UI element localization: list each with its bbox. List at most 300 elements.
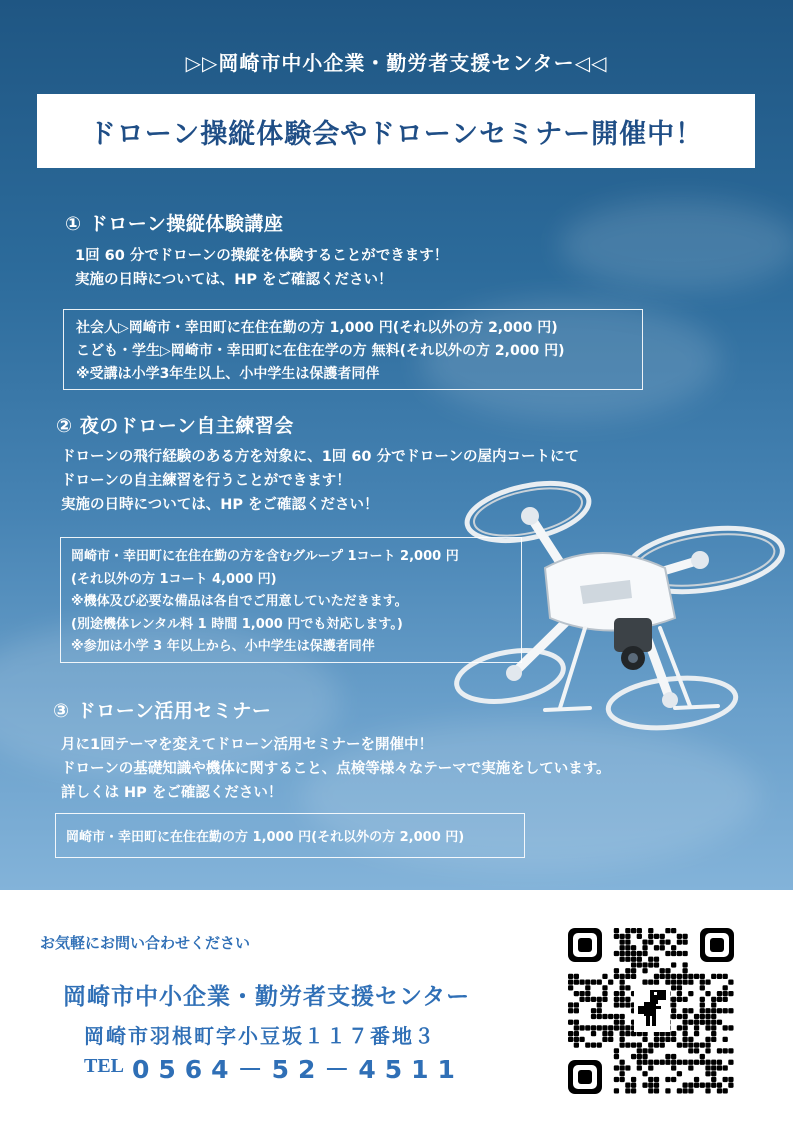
note-line: (別途機体レンタル料 1 時間 1,000 円でも対応します。) <box>71 616 403 632</box>
qr-module <box>705 1071 710 1076</box>
qr-module <box>660 945 665 950</box>
qr-module <box>614 1020 619 1025</box>
qr-module <box>717 1048 722 1053</box>
qr-module <box>677 939 682 944</box>
qr-module <box>625 957 630 962</box>
qr-module <box>677 1060 682 1065</box>
qr-module <box>602 1031 607 1036</box>
qr-module <box>642 1048 647 1053</box>
price-line: 岡崎市・幸田町に在住在勤の方 1,000 円(それ以外の方 2,000 円) <box>66 830 465 845</box>
qr-module <box>585 991 590 996</box>
qr-module <box>682 1083 687 1088</box>
qr-module <box>637 1065 642 1070</box>
qr-module <box>614 1088 619 1093</box>
qr-module <box>620 985 625 990</box>
qr-module <box>602 1014 607 1019</box>
price-line: こども・学生▷岡崎市・幸田町に在住在学の方 無料(それ以外の方 2,000 円) <box>76 343 565 359</box>
qr-module <box>620 1077 625 1082</box>
qr-module <box>568 980 573 985</box>
price-line: 岡崎市・幸田町に在住在勤の方を含むグループ 1コート 2,000 円 <box>71 549 459 564</box>
qr-finder-bottom-left <box>568 1060 602 1094</box>
qr-module <box>700 1014 705 1019</box>
qr-module <box>705 1008 710 1013</box>
qr-module <box>700 1020 705 1025</box>
qr-module <box>620 1037 625 1042</box>
qr-module <box>654 1042 659 1047</box>
qr-module <box>620 1060 625 1065</box>
qr-module <box>728 1025 733 1030</box>
qr-module <box>660 968 665 973</box>
qr-module <box>597 1002 602 1007</box>
phone-number[interactable]: 0564－52－4511 <box>132 1055 464 1084</box>
qr-module <box>637 1060 642 1065</box>
qr-module <box>671 1037 676 1042</box>
qr-module <box>648 962 653 967</box>
price-line: (それ以外の方 1コート 4,000 円) <box>71 571 277 587</box>
qr-module <box>625 1002 630 1007</box>
description-line: 1回 60 分でドローンの操縦を体験することができます！ <box>75 248 449 264</box>
qr-module <box>682 980 687 985</box>
qr-module <box>688 1083 693 1088</box>
qr-module <box>591 1042 596 1047</box>
qr-module <box>648 928 653 933</box>
qr-module <box>597 997 602 1002</box>
qr-module <box>648 1060 653 1065</box>
qr-module <box>614 968 619 973</box>
qr-module <box>591 1014 596 1019</box>
qr-module <box>711 1014 716 1019</box>
qr-module <box>648 934 653 939</box>
qr-module <box>602 974 607 979</box>
qr-module <box>682 1020 687 1025</box>
qr-module <box>688 1020 693 1025</box>
qr-module <box>620 1071 625 1076</box>
qr-module <box>728 1008 733 1013</box>
qr-module <box>682 951 687 956</box>
qr-module <box>625 1065 630 1070</box>
qr-module <box>705 1042 710 1047</box>
qr-module <box>700 1060 705 1065</box>
qr-module <box>620 951 625 956</box>
qr-module <box>608 1025 613 1030</box>
qr-module <box>723 1025 728 1030</box>
qr-module <box>694 1031 699 1036</box>
qr-module <box>637 1048 642 1053</box>
qr-module <box>728 991 733 996</box>
qr-module <box>711 1060 716 1065</box>
qr-module <box>642 939 647 944</box>
qr-module <box>631 928 636 933</box>
qr-module <box>728 1077 733 1082</box>
qr-module <box>602 1025 607 1030</box>
qr-module <box>665 951 670 956</box>
qr-module <box>625 997 630 1002</box>
qr-module <box>694 1042 699 1047</box>
qr-module <box>665 1060 670 1065</box>
qr-module <box>625 1042 630 1047</box>
qr-module <box>700 974 705 979</box>
qr-module <box>602 1037 607 1042</box>
qr-module <box>614 991 619 996</box>
qr-module <box>671 951 676 956</box>
qr-module <box>694 1020 699 1025</box>
qr-module <box>654 1060 659 1065</box>
qr-module <box>671 962 676 967</box>
qr-module <box>597 1008 602 1013</box>
qr-module <box>723 1048 728 1053</box>
qr-module <box>631 1054 636 1059</box>
qr-module <box>728 1083 733 1088</box>
qr-module <box>642 1037 647 1042</box>
flyer-title: ドローン操縦体験会やドローンセミナー開催中！ <box>88 118 704 150</box>
qr-module <box>682 1042 687 1047</box>
qr-module <box>597 1014 602 1019</box>
qr-module <box>614 951 619 956</box>
qr-module <box>597 1025 602 1030</box>
qr-module <box>682 968 687 973</box>
qr-module <box>620 934 625 939</box>
qr-module <box>660 1037 665 1042</box>
qr-module <box>671 1065 676 1070</box>
qr-module <box>705 1088 710 1093</box>
qr-module <box>682 934 687 939</box>
qr-module <box>631 1042 636 1047</box>
qr-module <box>717 1083 722 1088</box>
qr-module <box>682 1025 687 1030</box>
qr-module <box>574 1037 579 1042</box>
qr-module <box>677 1014 682 1019</box>
qr-module <box>688 1042 693 1047</box>
qr-module <box>694 1014 699 1019</box>
qr-module <box>717 1060 722 1065</box>
qr-module <box>671 1060 676 1065</box>
qr-module <box>723 974 728 979</box>
description-line: 実施の日時については、HP をご確認ください！ <box>75 272 393 288</box>
qr-module <box>723 1008 728 1013</box>
qr-module <box>642 951 647 956</box>
qr-module <box>637 934 642 939</box>
section-1-description <box>75 244 448 292</box>
qr-module <box>671 1008 676 1013</box>
qr-module <box>723 1077 728 1082</box>
price-line: 社会人▷岡崎市・幸田町に在住在勤の方 1,000 円(それ以外の方 2,000 円) <box>76 320 558 336</box>
qr-module <box>642 962 647 967</box>
qr-module <box>602 985 607 990</box>
qr-module <box>620 1014 625 1019</box>
qr-module <box>614 1048 619 1053</box>
qr-module <box>711 1008 716 1013</box>
qr-module <box>625 945 630 950</box>
qr-module <box>620 945 625 950</box>
qr-module <box>705 1065 710 1070</box>
qr-module <box>671 1054 676 1059</box>
qr-module <box>620 1020 625 1025</box>
qr-module <box>620 980 625 985</box>
qr-module <box>642 945 647 950</box>
qr-module <box>671 985 676 990</box>
qr-module <box>579 997 584 1002</box>
qr-module <box>625 934 630 939</box>
qr-module <box>671 980 676 985</box>
qr-module <box>665 980 670 985</box>
qr-module <box>711 974 716 979</box>
qr-module <box>688 1088 693 1093</box>
note-line: ※機体及び必要な備品は各自でご用意していただきます。 <box>71 594 408 609</box>
qr-module <box>694 1060 699 1065</box>
qr-module <box>625 985 630 990</box>
qr-module <box>723 1065 728 1070</box>
description-line: ドローンの自主練習を行うことができます！ <box>61 473 351 489</box>
qr-module <box>671 945 676 950</box>
qr-module <box>614 1025 619 1030</box>
qr-finder-top-right <box>700 928 734 962</box>
qr-module <box>660 974 665 979</box>
organizer-heading: ▷▷岡崎市中小企業・勤労者支援センター◁◁ <box>185 51 608 75</box>
qr-module <box>574 991 579 996</box>
address: 岡崎市羽根町字小豆坂１１７番地３ <box>84 1024 436 1048</box>
qr-module <box>625 974 630 979</box>
qr-module <box>700 997 705 1002</box>
qr-module <box>677 985 682 990</box>
qr-module <box>574 1020 579 1025</box>
qr-module <box>654 934 659 939</box>
qr-module <box>637 928 642 933</box>
qr-module <box>654 1037 659 1042</box>
qr-code[interactable] <box>566 926 736 1096</box>
qr-module <box>620 991 625 996</box>
qr-module <box>591 1008 596 1013</box>
qr-module <box>723 991 728 996</box>
qr-module <box>665 928 670 933</box>
qr-module <box>723 1088 728 1093</box>
qr-module <box>654 1083 659 1088</box>
qr-module <box>574 1031 579 1036</box>
qr-finder-top-left <box>568 928 602 962</box>
qr-module <box>574 974 579 979</box>
qr-module <box>568 1031 573 1036</box>
qr-module <box>671 1077 676 1082</box>
qr-module <box>631 951 636 956</box>
qr-module <box>711 1025 716 1030</box>
qr-module <box>637 1054 642 1059</box>
qr-module <box>682 1014 687 1019</box>
qr-module <box>648 1042 653 1047</box>
qr-module <box>620 1031 625 1036</box>
qr-module <box>694 974 699 979</box>
qr-module <box>654 1088 659 1093</box>
qr-module <box>591 1031 596 1036</box>
qr-module <box>717 974 722 979</box>
qr-module <box>608 1014 613 1019</box>
qr-module <box>568 985 573 990</box>
qr-module <box>654 945 659 950</box>
inquiry-text: お気軽にお問い合わせください <box>40 934 251 952</box>
qr-module <box>625 928 630 933</box>
qr-module <box>705 980 710 985</box>
qr-module <box>654 962 659 967</box>
qr-module <box>677 980 682 985</box>
qr-module <box>723 1037 728 1042</box>
cloud <box>560 200 793 290</box>
qr-module <box>688 1008 693 1013</box>
qr-module <box>665 1088 670 1093</box>
qr-module <box>705 1020 710 1025</box>
qr-module <box>717 1020 722 1025</box>
qr-module <box>688 1065 693 1070</box>
qr-module <box>642 1060 647 1065</box>
qr-module <box>671 1002 676 1007</box>
qr-module <box>591 980 596 985</box>
qr-module <box>717 1008 722 1013</box>
qr-module <box>677 1025 682 1030</box>
qr-module <box>677 1071 682 1076</box>
qr-module <box>711 1037 716 1042</box>
qr-module <box>677 1088 682 1093</box>
section-3-description <box>61 733 611 805</box>
qr-module <box>665 968 670 973</box>
qr-module <box>705 1060 710 1065</box>
qr-module <box>625 1083 630 1088</box>
qr-module <box>694 1083 699 1088</box>
qr-module <box>654 974 659 979</box>
qr-module <box>637 951 642 956</box>
qr-module <box>665 1077 670 1082</box>
qr-module <box>705 1048 710 1053</box>
qr-module <box>620 957 625 962</box>
qr-module <box>705 1014 710 1019</box>
description-line: 月に1回テーマを変えてドローン活用セミナーを開催中！ <box>61 737 434 753</box>
section-2-heading: ② 夜のドローン自主練習会 <box>56 415 294 437</box>
qr-module <box>631 1077 636 1082</box>
qr-module <box>677 934 682 939</box>
qr-module <box>671 997 676 1002</box>
qr-module <box>682 974 687 979</box>
qr-module <box>620 1025 625 1030</box>
qr-module <box>660 1042 665 1047</box>
qr-module <box>717 997 722 1002</box>
qr-module <box>682 1060 687 1065</box>
qr-module <box>568 1002 573 1007</box>
description-line: ドローンの基礎知識や機体に関すること、点検等様々なテーマで実施をしています。 <box>61 761 611 777</box>
qr-module <box>682 1037 687 1042</box>
qr-module <box>625 1088 630 1093</box>
qr-module <box>631 1088 636 1093</box>
qr-module <box>591 997 596 1002</box>
qr-module <box>728 980 733 985</box>
qr-module <box>728 1060 733 1065</box>
qr-module <box>677 1042 682 1047</box>
qr-module <box>665 974 670 979</box>
qr-module <box>700 980 705 985</box>
qr-module <box>637 957 642 962</box>
qr-module <box>711 1002 716 1007</box>
qr-module <box>568 1008 573 1013</box>
qr-module <box>705 1025 710 1030</box>
qr-module <box>682 1088 687 1093</box>
qr-module <box>677 951 682 956</box>
qr-module <box>700 1008 705 1013</box>
qr-module <box>711 1083 716 1088</box>
qr-module <box>614 974 619 979</box>
qr-module <box>614 997 619 1002</box>
qr-module <box>648 939 653 944</box>
qr-module <box>682 997 687 1002</box>
qr-module <box>688 991 693 996</box>
qr-module <box>579 1025 584 1030</box>
qr-module <box>654 957 659 962</box>
qr-module <box>648 1088 653 1093</box>
section-3-price-box <box>55 813 525 858</box>
qr-module <box>665 1054 670 1059</box>
qr-module <box>625 951 630 956</box>
qr-module <box>717 991 722 996</box>
note-line: ※受講は小学3年生以上、小中学生は保護者同伴 <box>76 366 380 382</box>
qr-module <box>682 1031 687 1036</box>
qr-module <box>671 928 676 933</box>
qr-module <box>642 968 647 973</box>
qr-module <box>614 928 619 933</box>
qr-module <box>620 974 625 979</box>
qr-module <box>694 1025 699 1030</box>
qr-module <box>625 1031 630 1036</box>
qr-module <box>677 997 682 1002</box>
qr-module <box>711 1077 716 1082</box>
qr-module <box>614 1002 619 1007</box>
qr-module <box>620 1042 625 1047</box>
qr-module <box>671 1031 676 1036</box>
qr-module <box>574 1025 579 1030</box>
qr-module <box>711 1031 716 1036</box>
qr-module <box>648 957 653 962</box>
qr-module <box>660 939 665 944</box>
qr-module <box>631 945 636 950</box>
note-line: ※参加は小学 3 年以上から、小中学生は保護者同伴 <box>71 639 375 654</box>
qr-module <box>677 991 682 996</box>
qr-module <box>574 1008 579 1013</box>
qr-module <box>585 1042 590 1047</box>
qr-module <box>671 974 676 979</box>
qr-module <box>637 962 642 967</box>
description-line: ドローンの飛行経験のある方を対象に、1回 60 分でドローンの屋内コートにて <box>61 449 579 465</box>
qr-module <box>585 997 590 1002</box>
description-line: 実施の日時については、HP をご確認ください！ <box>61 497 379 513</box>
qr-module <box>579 980 584 985</box>
qr-module <box>711 1071 716 1076</box>
qr-module <box>614 1065 619 1070</box>
qr-module <box>568 974 573 979</box>
section-2-description <box>61 445 579 517</box>
description-line: 詳しくは HP をご確認ください！ <box>61 785 283 801</box>
qr-module <box>694 1048 699 1053</box>
qr-module <box>642 1083 647 1088</box>
section-1-heading: ① ドローン操縦体験講座 <box>65 213 284 235</box>
qr-module <box>688 980 693 985</box>
qr-module <box>671 1014 676 1019</box>
qr-module <box>574 1042 579 1047</box>
qr-module <box>728 1048 733 1053</box>
qr-module <box>608 1031 613 1036</box>
qr-module <box>723 997 728 1002</box>
qr-module <box>625 939 630 944</box>
qr-module <box>625 1025 630 1030</box>
qr-module <box>717 1088 722 1093</box>
qr-module <box>568 1037 573 1042</box>
qr-module <box>700 1054 705 1059</box>
qr-module <box>631 1083 636 1088</box>
qr-module <box>682 1008 687 1013</box>
qr-module <box>579 1037 584 1042</box>
qr-module <box>648 1077 653 1082</box>
